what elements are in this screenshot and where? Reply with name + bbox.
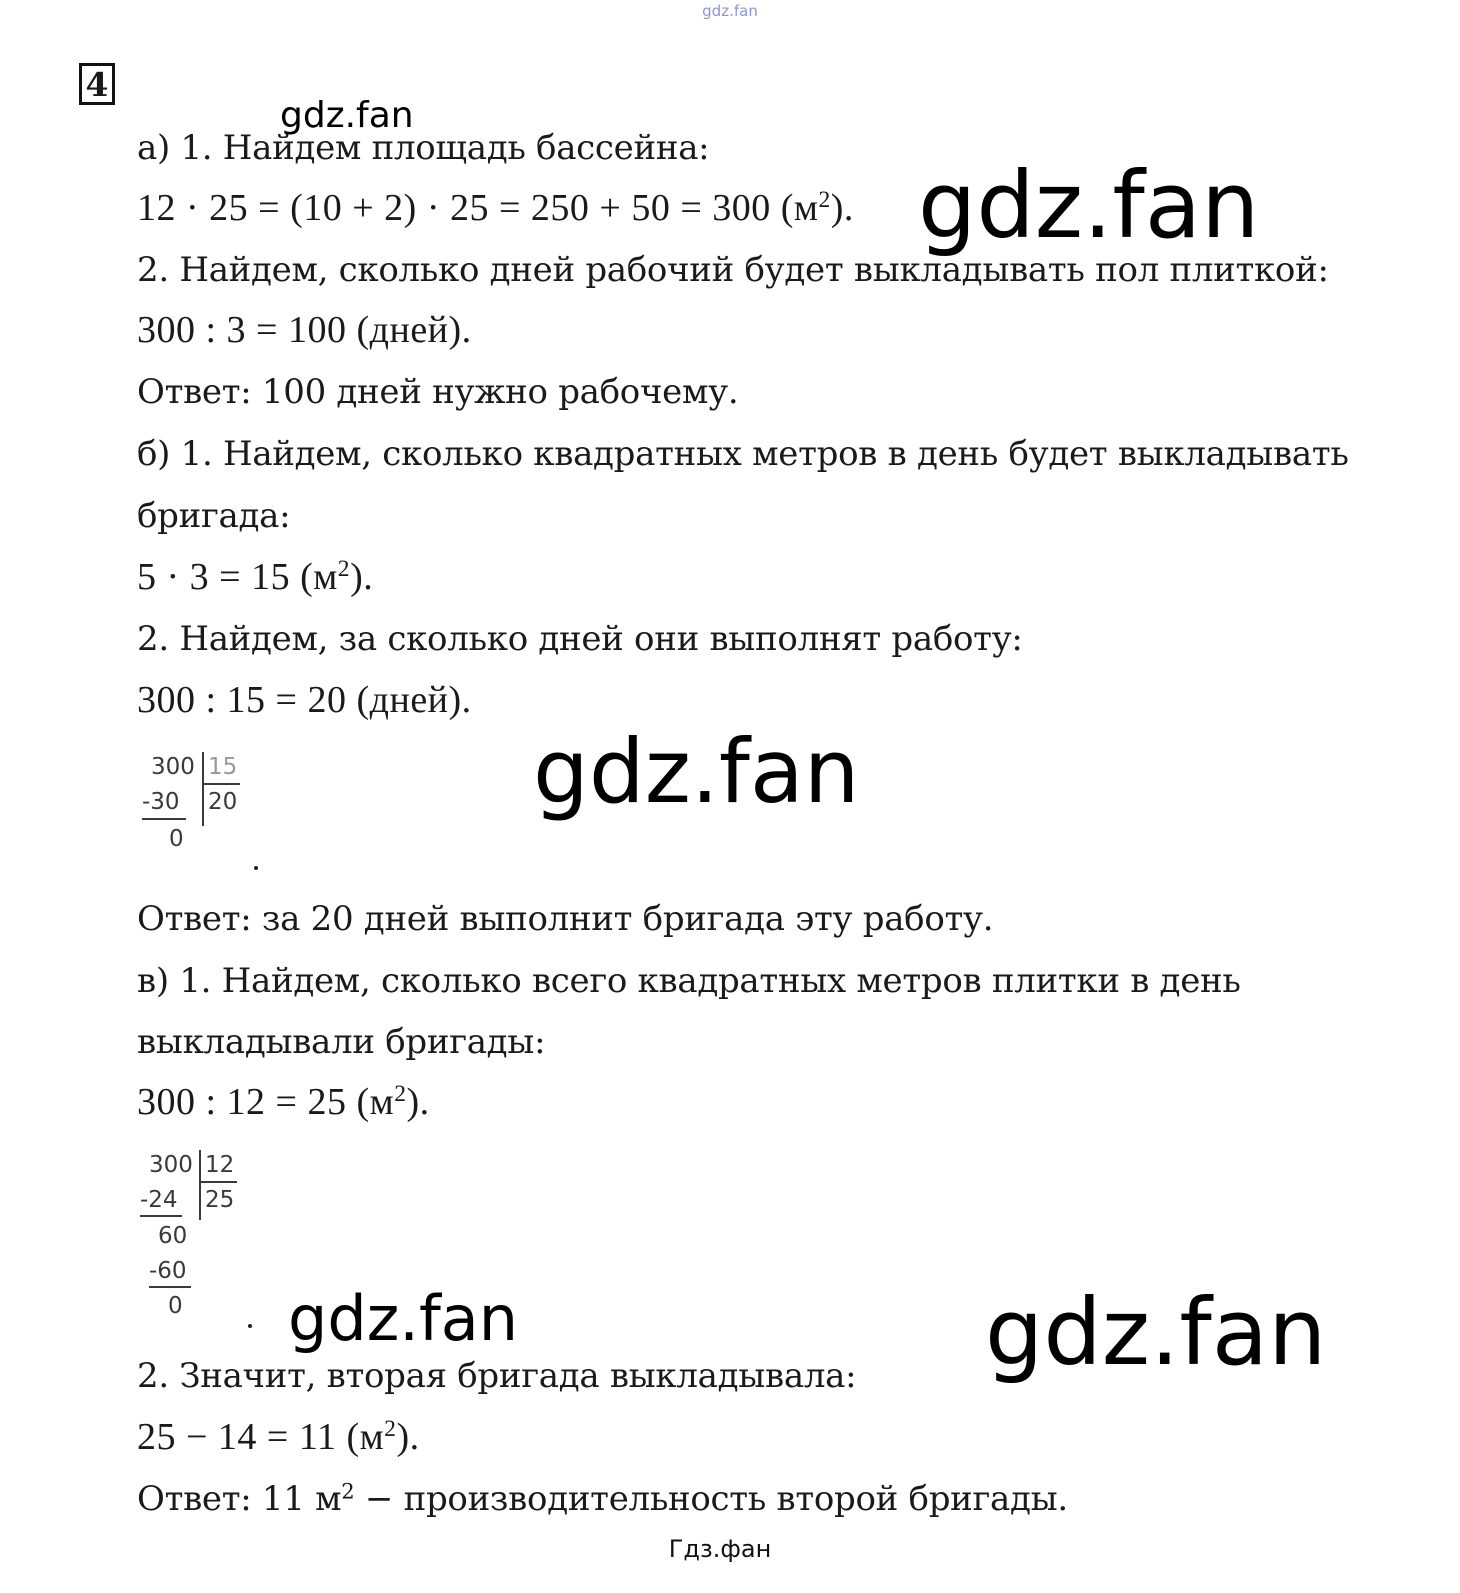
division-remainder: 0 <box>169 826 184 852</box>
division-dividend: 300 <box>151 754 195 780</box>
math-line <box>137 188 854 228</box>
math-line <box>137 557 373 597</box>
text-line: бригада: <box>137 496 291 536</box>
dot-mark <box>248 1324 252 1328</box>
division-quotient: 20 <box>208 789 238 815</box>
division-bracket <box>202 752 204 826</box>
watermark: gdz.fan <box>288 1282 519 1355</box>
division-remainder: 0 <box>168 1293 183 1319</box>
division-partial: 60 <box>158 1223 188 1249</box>
header-watermark: gdz.fan <box>702 2 758 20</box>
math-text: 5 · 3 = 15 (м <box>137 556 338 598</box>
watermark: gdz.fan <box>985 1279 1327 1386</box>
math-text: 12 · 25 = (10 + 2) · 25 = 250 + 50 = 300 (м <box>137 187 819 229</box>
division-subtract: -60 <box>149 1258 187 1284</box>
division-underline <box>142 818 186 820</box>
text-line: а) 1. Найдем площадь бассейна: <box>137 128 710 168</box>
task-number: 4 <box>79 63 115 105</box>
watermark: gdz.fan <box>280 95 414 136</box>
superscript: 2 <box>394 1081 407 1108</box>
answer-text: − производительность второй бригады. <box>354 1479 1068 1519</box>
text-line: б) 1. Найдем, сколько квадратных метров в день будет выкладывать <box>137 434 1349 474</box>
superscript: 2 <box>384 1416 397 1443</box>
superscript: 2 <box>337 556 351 583</box>
long-division <box>140 752 260 852</box>
division-underline <box>140 1215 182 1217</box>
text-line: выкладывали бригады: <box>137 1022 546 1062</box>
division-subtract: -24 <box>140 1187 178 1213</box>
math-line: 300 : 15 = 20 (дней). <box>137 679 472 721</box>
division-quotient: 25 <box>205 1187 235 1213</box>
long-division <box>138 1150 258 1322</box>
watermark: gdz.fan <box>918 152 1260 259</box>
text-line: 2. Найдем, за сколько дней они выполнят работу: <box>137 619 1023 659</box>
division-underline <box>149 1286 191 1288</box>
text-line: 2. Найдем, сколько дней рабочий будет выкладывать пол плиткой: <box>137 250 1329 290</box>
division-divisor: 15 <box>208 754 238 780</box>
footer-watermark: Гдз.фан <box>668 1535 772 1563</box>
division-dividend: 300 <box>149 1152 193 1178</box>
math-line: 300 : 3 = 100 (дней). <box>137 309 472 351</box>
math-text: ). <box>406 1081 430 1123</box>
watermark: gdz.fan <box>533 720 860 823</box>
division-subtract: -30 <box>142 789 180 815</box>
math-text: ). <box>830 187 854 229</box>
math-line <box>137 1082 430 1122</box>
division-divisor: 12 <box>205 1152 235 1178</box>
division-bar <box>199 1181 237 1183</box>
dot-mark <box>254 866 258 870</box>
answer-text: Ответ: 11 м <box>137 1479 342 1519</box>
superscript: 2 <box>341 1478 355 1504</box>
division-bracket <box>199 1150 201 1220</box>
math-text: 300 : 12 = 25 (м <box>137 1081 395 1123</box>
division-bar <box>202 783 240 785</box>
math-line <box>137 1417 420 1457</box>
math-text: 25 − 14 = 11 (м <box>137 1416 385 1458</box>
math-text: ). <box>350 556 374 598</box>
text-line: в) 1. Найдем, сколько всего квадратных метров плитки в день <box>137 961 1241 1001</box>
answer-line: Ответ: за 20 дней выполнит бригада эту работу. <box>137 899 994 939</box>
answer-line <box>137 1479 1068 1519</box>
text-line: 2. Значит, вторая бригада выкладывала: <box>137 1356 857 1396</box>
superscript: 2 <box>818 187 831 214</box>
math-text: ). <box>396 1416 420 1458</box>
answer-line: Ответ: 100 дней нужно рабочему. <box>137 372 739 412</box>
